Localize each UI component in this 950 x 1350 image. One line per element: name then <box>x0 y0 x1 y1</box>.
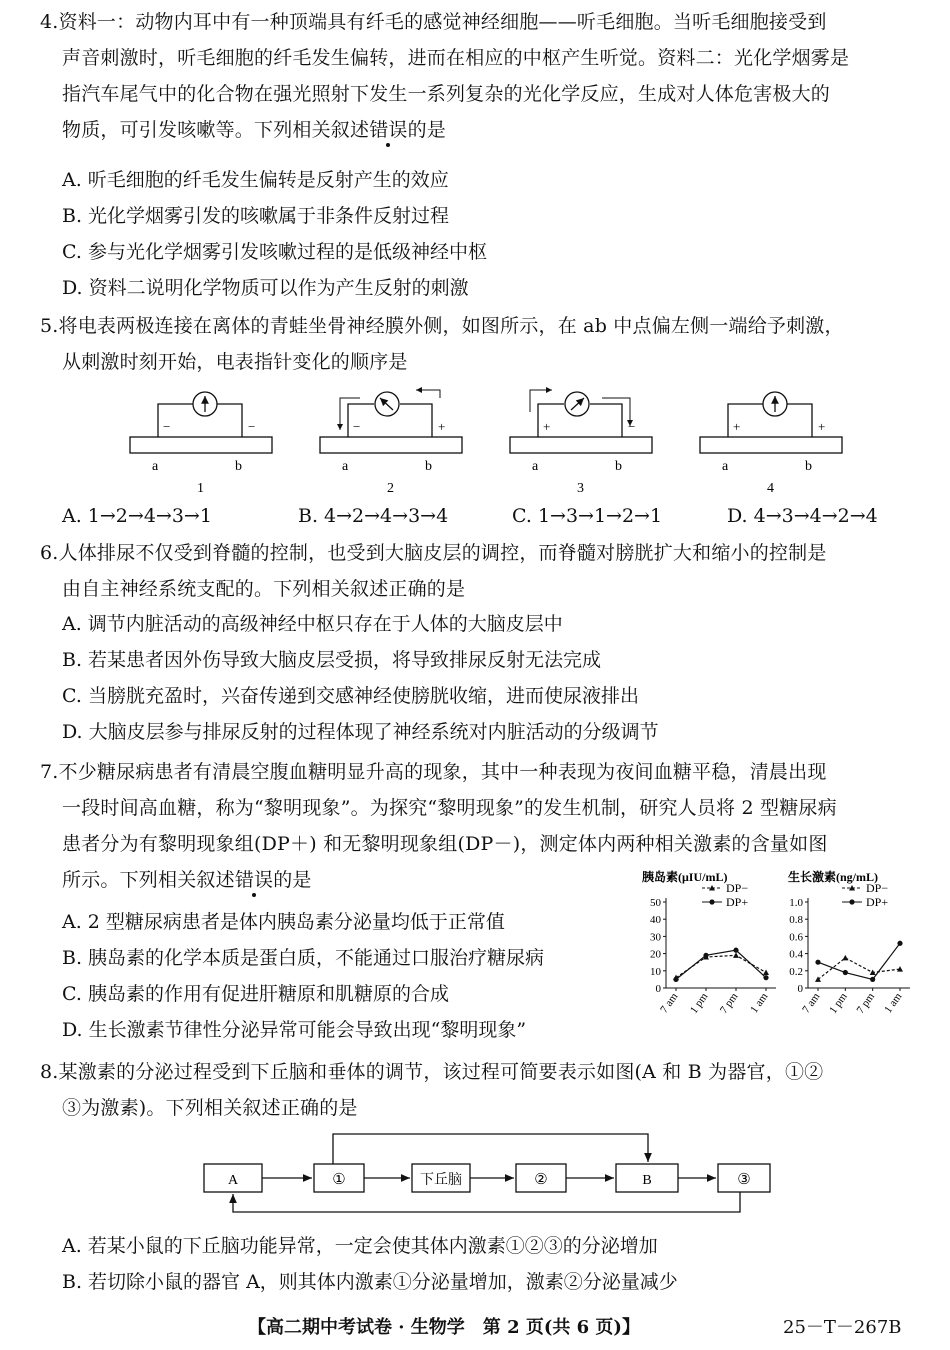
chart-0-xtick-label: 1 am <box>748 990 771 1016</box>
chart-1-series-0-point <box>842 955 848 961</box>
q4-line-4-pre: 物质，可引发咳嗽等。下列相关叙述 <box>62 119 370 141</box>
chart-1-series-1-point <box>897 941 902 946</box>
q8-label-b: B <box>642 1173 652 1188</box>
growth-hormone-chart <box>786 868 916 1028</box>
q7-line-4-post: 的是 <box>273 869 312 891</box>
chart-0-series-1-point <box>763 975 768 980</box>
q7-line-2: 一段时间高血糖，称为“黎明现象”。为探究“黎明现象”的发生机制，研究人员将 2 型糖尿病 <box>62 797 837 819</box>
chart-1-legend-label: DP+ <box>866 895 889 909</box>
chart-1-ytick-label: 0.8 <box>789 914 803 927</box>
q8-option-b: B. 若切除小鼠的器官 A，则其体内激素①分泌量增加，激素②分泌量减少 <box>62 1271 678 1293</box>
chart-0-series-0-point <box>733 952 739 958</box>
q4-option-b: B. 光化学烟雾引发的咳嗽属于非条件反射过程 <box>62 205 450 227</box>
q4-option-d: D. 资料二说明化学物质可以作为产生反射的刺激 <box>62 277 469 299</box>
q8-label-hormone-3: ③ <box>737 1172 751 1188</box>
page-footer-code: 25－T－267B <box>783 1317 902 1338</box>
chart-1-xtick-label: 7 pm <box>854 990 878 1016</box>
q8-line-2: ③为激素)。下列相关叙述正确的是 <box>62 1097 358 1119</box>
q7-emphasis-cuowu: 错误 <box>234 869 274 891</box>
q5-panel-2-number: 2 <box>387 481 394 496</box>
q5-panel-3 <box>510 390 652 496</box>
chart-0-legend-label: DP− <box>726 881 749 895</box>
q5-line-2: 从刺激时刻开始，电表指针变化的顺序是 <box>62 351 408 373</box>
chart-1-ytick-label: 0.6 <box>789 931 803 944</box>
q7-option-b: B. 胰岛素的化学本质是蛋白质，不能通过口服治疗糖尿病 <box>62 947 545 969</box>
q5-panel-1-a: a <box>152 459 159 474</box>
chart-1-series-1-point <box>870 977 875 982</box>
q6-option-d: D. 大脑皮层参与排尿反射的过程体现了神经系统对内脏活动的分级调节 <box>62 721 659 743</box>
insulin-chart-title: 胰岛素(μIU/mL) <box>642 870 728 884</box>
q6-option-c: C. 当膀胱充盈时，兴奋传递到交感神经使膀胱收缩，进而使尿液排出 <box>62 685 639 707</box>
chart-0-series-1-line <box>676 950 766 979</box>
chart-1-ytick-label: 0.4 <box>789 948 803 961</box>
q5-panel-3-left-sign: + <box>543 419 551 434</box>
q5-panel-4 <box>700 392 842 496</box>
q7-option-c: C. 胰岛素的作用有促进肝糖原和肌糖原的合成 <box>62 983 449 1005</box>
q8-label-hormone-2: ② <box>534 1172 548 1188</box>
q4-line-4 <box>62 118 446 142</box>
chart-1-legend-label: DP− <box>866 881 889 895</box>
q5-panel-2-a: a <box>342 459 349 474</box>
q6-line-2: 由自主神经系统支配的。下列相关叙述正确的是 <box>62 578 466 600</box>
chart-0-ytick-label: 20 <box>650 948 661 961</box>
chart-1-xtick-label: 1 am <box>882 990 905 1016</box>
q4-line-2: 声音刺激时，听毛细胞的纤毛发生偏转，进而在相应的中枢产生听觉。资料二：光化学烟雾是 <box>62 47 850 69</box>
chart-0-ytick-label: 10 <box>650 965 661 978</box>
chart-1-series-1-point <box>843 970 848 975</box>
q5-panel-4-b: b <box>805 459 812 474</box>
q5-panel-3-number: 3 <box>577 481 584 496</box>
chart-0-series-1-point <box>703 953 708 958</box>
chart-0-series-1-point <box>733 948 738 953</box>
chart-0-series-1-point <box>673 977 678 982</box>
q7-line-4-pre: 所示。下列相关叙述 <box>62 869 235 891</box>
chart-1-series-1-point <box>815 960 820 965</box>
chart-0-xtick-label: 1 pm <box>687 990 711 1016</box>
q5-panel-1-right-sign: − <box>248 419 256 434</box>
growth-hormone-chart-title: 生长激素(ng/mL) <box>788 870 879 884</box>
q5-option-a: A. 1→2→4→3→1 <box>62 505 212 527</box>
chart-0-ytick-label: 50 <box>650 897 661 909</box>
q5-panel-3-right-sign: − <box>628 419 636 434</box>
q5-line-1: 5.将电表两极连接在离体的青蛙坐骨神经膜外侧，如图所示，在 ab 中点偏左侧一端给予刺激， <box>40 315 844 337</box>
page-footer-title: 【高二期中考试卷 · 生物学 第 2 页(共 6 页)】 <box>248 1317 640 1338</box>
q5-panel-1-b: b <box>235 459 242 474</box>
q5-panel-3-b: b <box>615 459 622 474</box>
q6-option-b: B. 若某患者因外伤导致大脑皮层受损，将导致排尿反射无法完成 <box>62 649 602 671</box>
chart-0-legend-label: DP+ <box>726 895 749 909</box>
chart-1-legend-marker <box>849 899 854 904</box>
q8-label-hypothalamus: 下丘脑 <box>420 1173 462 1188</box>
q8-label-hormone-1: ① <box>332 1172 346 1188</box>
chart-1-ytick-label: 1.0 <box>789 897 803 909</box>
chart-1-xtick-label: 1 pm <box>827 990 850 1016</box>
q5-panel-1 <box>130 392 272 496</box>
q7-option-d: D. 生长激素节律性分泌异常可能会导致出现“黎明现象” <box>62 1019 527 1041</box>
q5-panel-4-right-sign: + <box>818 419 826 434</box>
chart-0-ytick-label: 0 <box>655 983 661 995</box>
q5-panel-1-left-sign: − <box>163 419 171 434</box>
q5-option-c: C. 1→3→1→2→1 <box>512 505 663 527</box>
q4-emphasis-cuowu: 错误 <box>369 119 408 141</box>
chart-0-legend-marker <box>709 899 714 904</box>
q5-panel-3-a: a <box>532 459 539 474</box>
q7-line-3: 患者分为有黎明现象组(DP＋) 和无黎明现象组(DP－)，测定体内两种相关激素的含量如图 <box>62 833 828 855</box>
chart-1-xtick-label: 7 am <box>800 990 823 1016</box>
q5-option-b: B. 4→2→4→3→4 <box>298 505 449 527</box>
q4-option-c: C. 参与光化学烟雾引发咳嗽过程的是低级神经中枢 <box>62 241 487 263</box>
q5-electrode-figure <box>120 382 850 497</box>
q5-panel-2-right-sign: + <box>438 419 446 434</box>
q4-line-4-post: 的是 <box>407 119 447 141</box>
q7-line-1: 7.不少糖尿病患者有清晨空腹血糖明显升高的现象，其中一种表现为夜间血糖平稳，清晨出现 <box>40 761 827 783</box>
q6-line-1: 6.人体排尿不仅受到脊髓的控制，也受到大脑皮层的调控，而脊髓对膀胱扩大和缩小的控制是 <box>40 542 827 564</box>
q5-panel-2-b: b <box>425 459 432 474</box>
q5-panel-2-left-sign: − <box>353 419 361 434</box>
chart-0-xtick-label: 7 am <box>658 990 681 1016</box>
q8-line-1: 8.某激素的分泌过程受到下丘脑和垂体的调节，该过程可简要表示如图(A 和 B 为器官，①② <box>40 1061 824 1083</box>
chart-1-ytick-label: 0.2 <box>789 965 803 978</box>
q4-option-a: A. 听毛细胞的纤毛发生偏转是反射产生的效应 <box>62 169 449 191</box>
chart-0-ytick-label: 40 <box>650 914 661 927</box>
q4-line-3: 指汽车尾气中的化合物在强光照射下发生一系列复杂的光化学反应，生成对人体危害极大的 <box>62 83 831 105</box>
q5-panel-1-number: 1 <box>197 481 204 496</box>
chart-1-ytick-label: 0 <box>797 983 803 995</box>
chart-1-series-1-line <box>818 943 900 979</box>
q5-panel-4-number: 4 <box>767 481 774 496</box>
q8-option-a: A. 若某小鼠的下丘脑功能异常，一定会使其体内激素①②③的分泌增加 <box>62 1235 658 1257</box>
chart-0-series-0-line <box>676 955 766 977</box>
q8-hormone-diagram <box>200 1128 780 1220</box>
q5-option-d: D. 4→3→4→2→4 <box>727 505 878 527</box>
q4-line-1: 4.资料一：动物内耳中有一种顶端具有纤毛的感觉神经细胞——听毛细胞。当听毛细胞接受到 <box>40 11 827 33</box>
q5-panel-4-a: a <box>722 459 729 474</box>
q5-panel-4-left-sign: + <box>733 419 741 434</box>
q6-option-a: A. 调节内脏活动的高级神经中枢只存在于人体的大脑皮层中 <box>62 613 563 635</box>
chart-0-xtick-label: 7 pm <box>717 990 741 1016</box>
chart-0-ytick-label: 30 <box>650 931 661 944</box>
q7-line-4 <box>62 868 312 892</box>
q8-label-a: A <box>227 1173 239 1188</box>
q7-option-a: A. 2 型糖尿病患者是体内胰岛素分泌量均低于正常值 <box>62 911 505 933</box>
insulin-chart <box>636 868 782 1028</box>
chart-0-series-0-point <box>763 970 769 976</box>
q5-panel-2 <box>320 390 462 496</box>
